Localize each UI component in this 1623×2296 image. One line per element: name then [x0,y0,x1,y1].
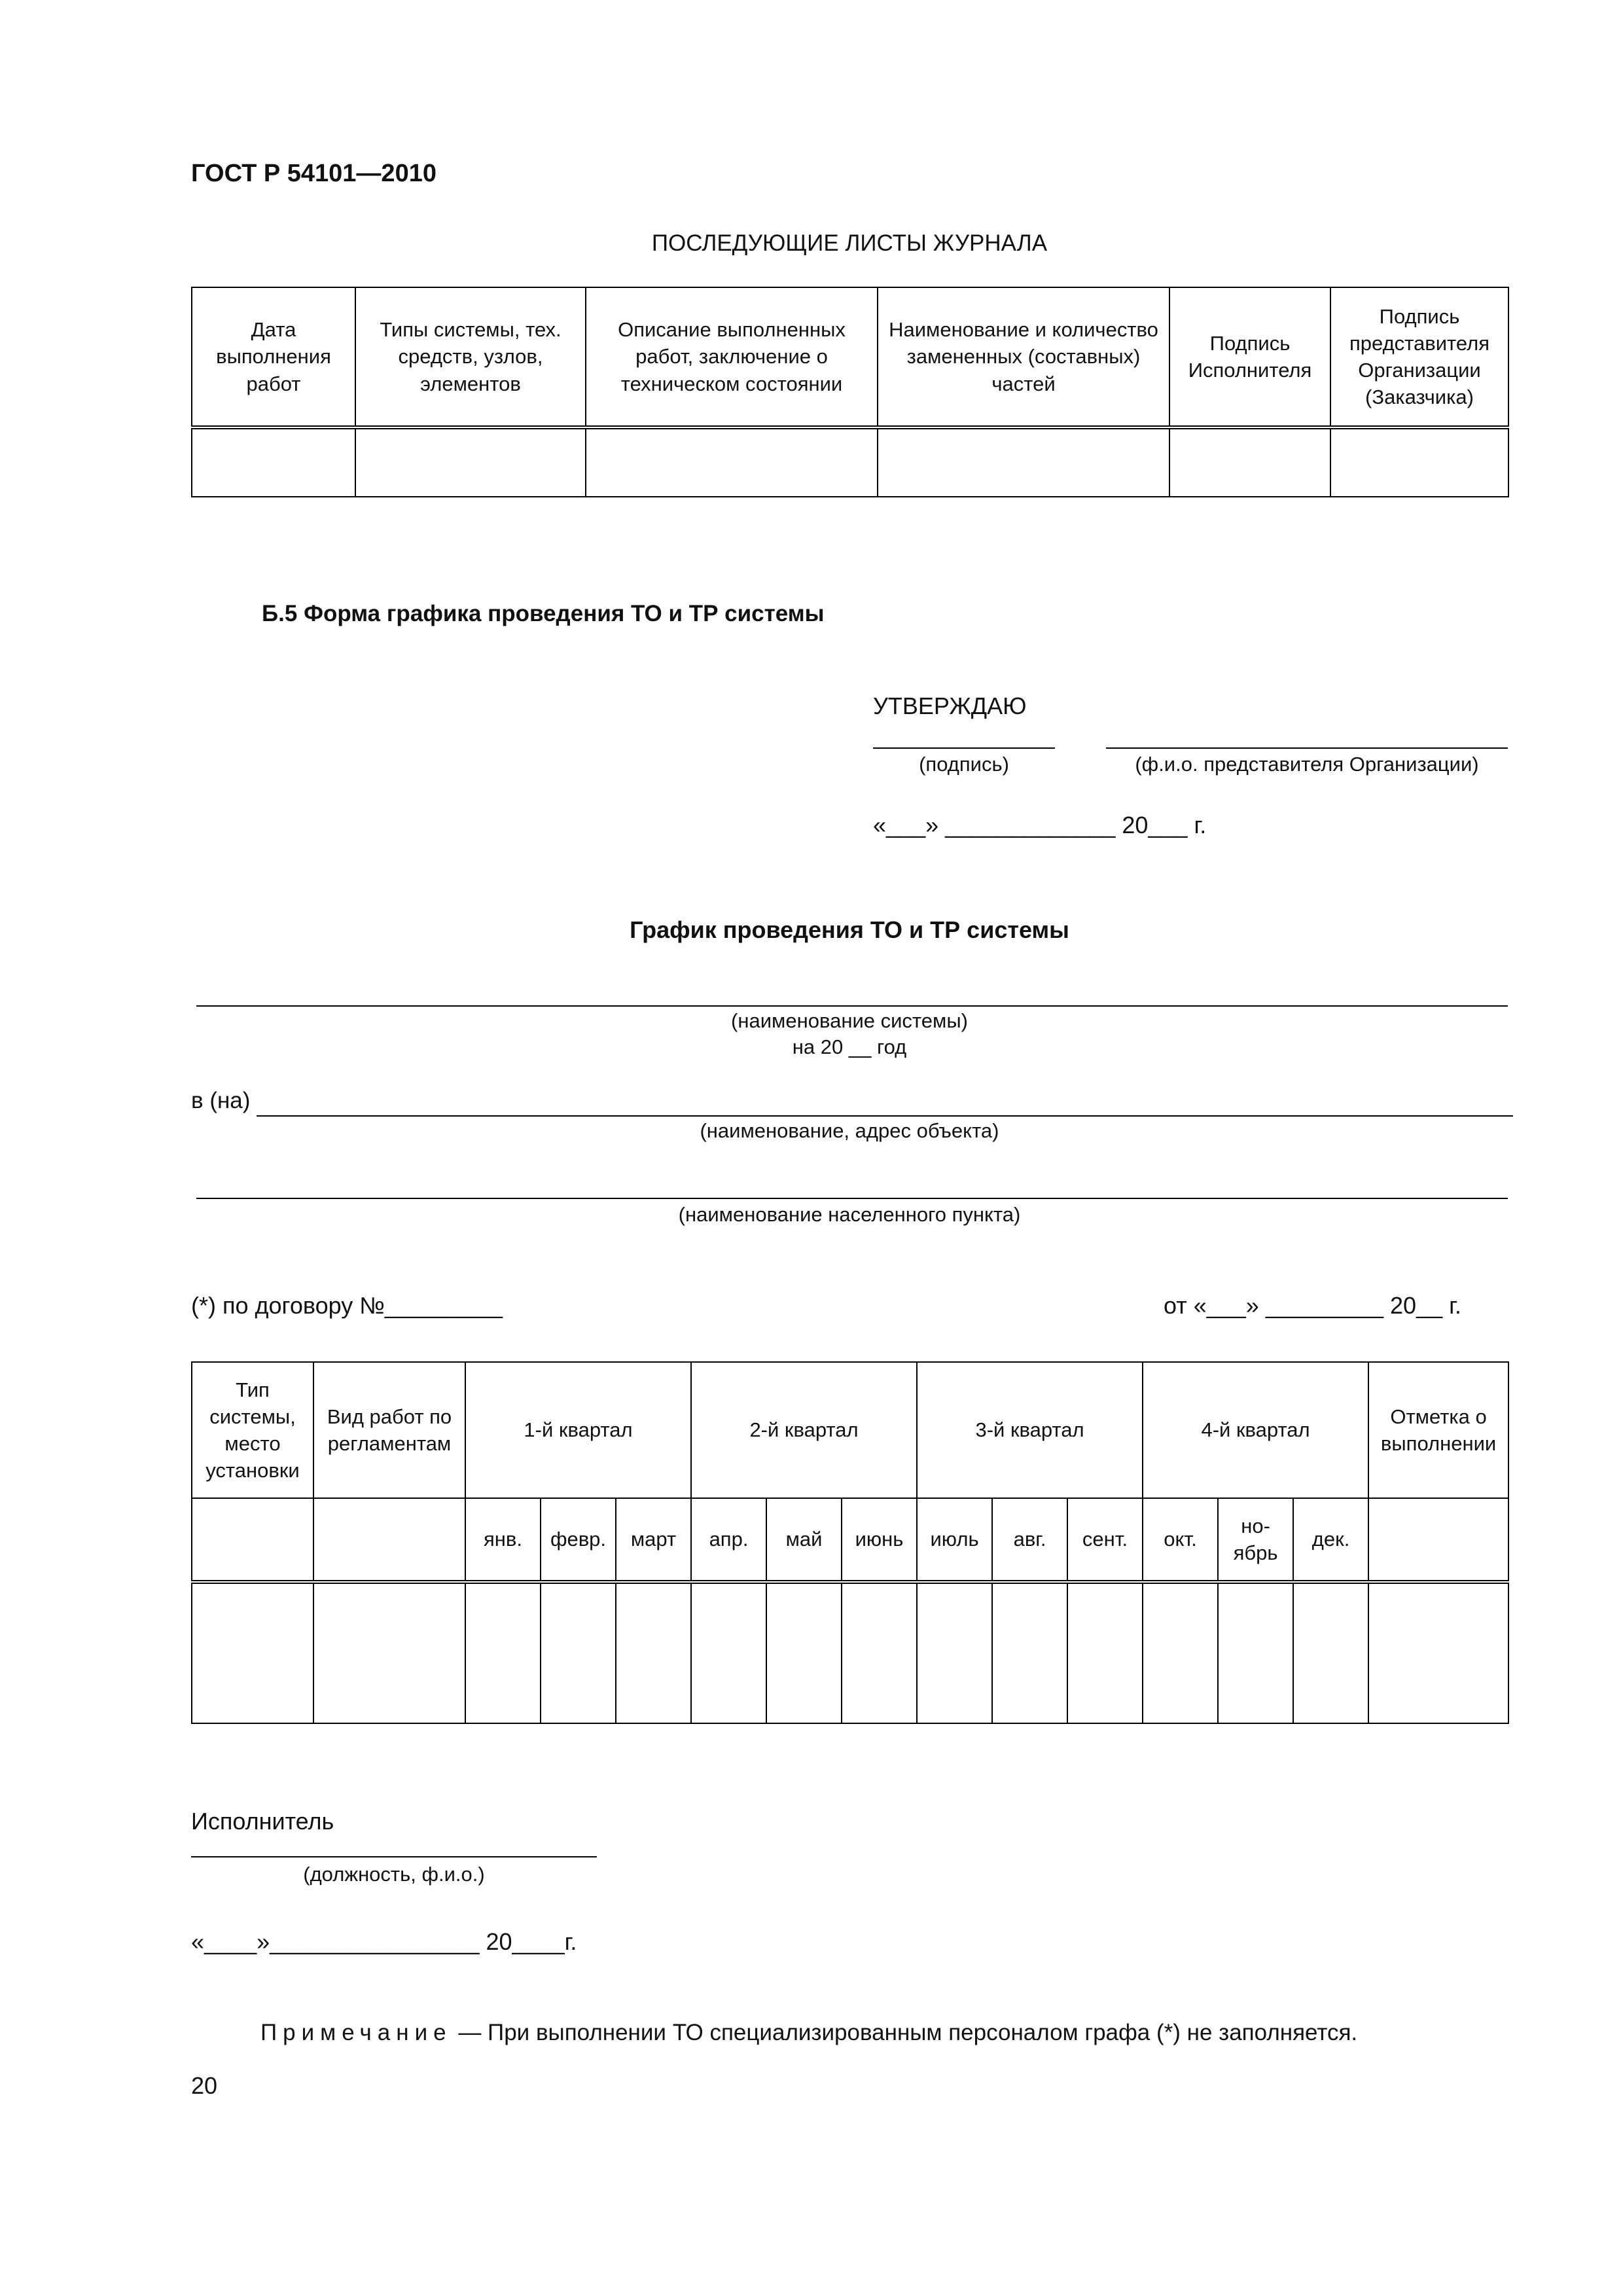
table-cell[interactable] [917,1582,992,1723]
table-cell[interactable] [766,1582,842,1723]
col-header-quarter-4: 4-й квартал [1143,1362,1368,1498]
col-header-quarter-3: 3-й квартал [917,1362,1143,1498]
month-feb: февр. [541,1498,616,1582]
schedule-table [191,1361,1509,1724]
table-cell[interactable] [1330,427,1508,497]
col-header-replaced-parts: Наименование и количество замененных (составных) частей [878,287,1169,427]
object-address-line[interactable] [257,1115,1513,1117]
system-name-label: (наименование системы) [731,1009,968,1032]
month-jan: янв. [465,1498,541,1582]
table-cell[interactable] [313,1582,465,1723]
performer-position-label: (должность, ф.и.о.) [303,1863,485,1886]
month-sep: сент. [1067,1498,1143,1582]
log-sheets-table [191,287,1509,497]
month-jul: июль [917,1498,992,1582]
month-nov: но- ябрь [1218,1498,1293,1582]
standard-designation: ГОСТ Р 54101—2010 [191,160,437,187]
approval-heading: УТВЕРЖДАЮ [873,692,1027,719]
col-header-executor-signature: Подпись Исполнителя [1169,287,1330,427]
table-cell[interactable] [992,1582,1067,1723]
month-jun: июнь [842,1498,917,1582]
section-title: Б.5 Форма графика проведения ТО и ТР системы [262,601,825,626]
col-header-quarter-2: 2-й квартал [691,1362,917,1498]
col-header-completion-mark: Отметка о выполнении [1368,1362,1508,1498]
month-aug: авг. [992,1498,1067,1582]
month-apr: апр. [691,1498,766,1582]
month-dec: дек. [1293,1498,1368,1582]
representative-name-line[interactable] [1106,747,1508,749]
table-cell [1368,1498,1508,1582]
table-cell[interactable] [1218,1582,1293,1723]
contract-date-line[interactable]: от «___» _________ 20__ г. [1164,1292,1461,1319]
system-name-line[interactable] [196,1005,1508,1007]
schedule-year-line[interactable]: на 20 __ год [792,1035,907,1058]
table-cell [313,1498,465,1582]
table-cell[interactable] [1067,1582,1143,1723]
settlement-label: (наименование населенного пункта) [678,1203,1021,1226]
log-sheets-title: ПОСЛЕДУЮЩИЕ ЛИСТЫ ЖУРНАЛА [651,230,1048,256]
table-cell[interactable] [878,427,1169,497]
contract-number-line[interactable]: (*) по договору №_________ [191,1292,503,1319]
col-header-system-type: Тип системы, место установки [192,1362,313,1498]
col-header-work-type: Вид работ по регламентам [313,1362,465,1498]
table-cell[interactable] [541,1582,616,1723]
table-cell[interactable] [616,1582,691,1723]
representative-name-label: (ф.и.о. представителя Организации) [1135,753,1479,776]
table-cell[interactable] [1169,427,1330,497]
signature-line[interactable] [873,747,1055,749]
table-cell[interactable] [1293,1582,1368,1723]
table-cell[interactable] [1368,1582,1508,1723]
performer-date-line[interactable]: «____»________________ 20____г. [191,1928,577,1955]
object-prefix: в (на) [191,1088,251,1113]
table-cell[interactable] [691,1582,766,1723]
page-number: 20 [191,2072,218,2099]
note-text: — При выполнении ТО специализированным персоналом графа (*) не заполняется. [452,2020,1358,2045]
table-cell[interactable] [192,1582,313,1723]
col-header-date: Дата выполнения работ [192,287,355,427]
table-cell[interactable] [465,1582,541,1723]
signature-label: (подпись) [919,753,1009,776]
performer-label: Исполнитель [191,1808,334,1835]
month-mar: март [616,1498,691,1582]
note-prefix: Примечание [260,2020,452,2045]
table-cell [192,1498,313,1582]
approval-date-line[interactable]: «___» _____________ 20___ г. [873,812,1207,838]
col-header-quarter-1: 1-й квартал [465,1362,691,1498]
schedule-title: График проведения ТО и ТР системы [630,916,1069,943]
table-cell[interactable] [192,427,355,497]
settlement-line[interactable] [196,1198,1508,1199]
col-header-customer-signature: Подпись представителя Организации (Заказчика) [1330,287,1508,427]
col-header-system-types: Типы системы, тех. средств, узлов, элементов [355,287,586,427]
table-cell[interactable] [586,427,878,497]
footnote [260,2020,1357,2046]
table-cell[interactable] [842,1582,917,1723]
performer-position-line[interactable] [191,1856,597,1857]
table-cell[interactable] [355,427,586,497]
object-address-label: (наименование, адрес объекта) [700,1119,999,1142]
month-may: май [766,1498,842,1582]
col-header-work-description: Описание выполненных работ, заключение о техническом состоянии [586,287,878,427]
month-oct: окт. [1143,1498,1218,1582]
table-cell[interactable] [1143,1582,1218,1723]
